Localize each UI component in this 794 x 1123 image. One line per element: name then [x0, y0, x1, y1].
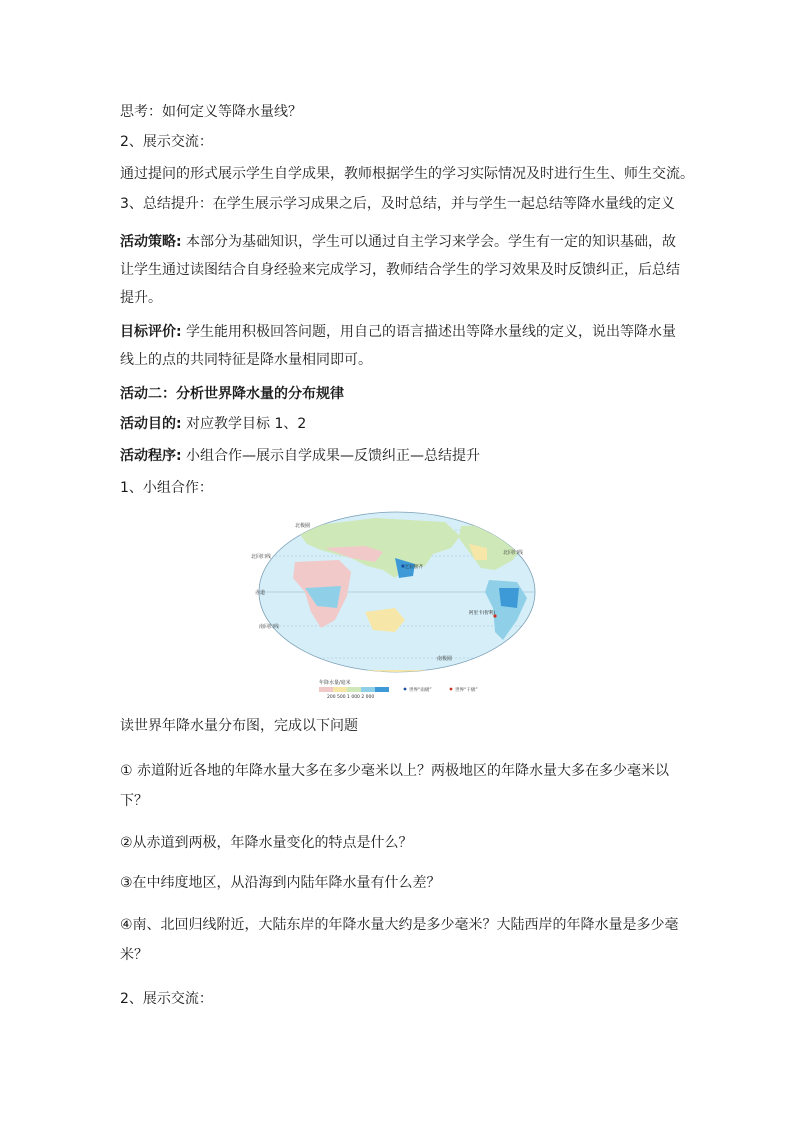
- legend-driest-marker: [450, 688, 453, 691]
- amazon-wet: [499, 588, 519, 608]
- antarctica: [265, 670, 529, 680]
- legend-swatch-5: [375, 687, 389, 692]
- read-map-instruction: 读世界年降水量分布图，完成以下问题: [120, 718, 358, 734]
- tropic-s-label: 南回归线: [259, 624, 280, 630]
- evaluation-label: 目标评价:: [120, 324, 182, 340]
- legend-title: 年降水量/毫米: [319, 680, 351, 686]
- equator-label: 赤道: [255, 590, 266, 596]
- evaluation-paragraph: 目标评价: 学生能用积极回答问题，用自己的语言描述出等降水量线的定义，说出等降水量 线上的点的共同特征是降水量相同即可。: [120, 324, 677, 368]
- tropic-n-label: 北回归线: [251, 554, 272, 560]
- purpose-line: 活动目的: 对应教学目标 1、2: [120, 416, 307, 432]
- activity-2-heading: 活动二：分析世界降水量的分布规律: [120, 386, 344, 402]
- question-1: ① 赤道附近各地的年降水量大多在多少毫米以上？两极地区的年降水量大多在多少毫米以 下？: [120, 763, 669, 809]
- question-4: ④南、北回归线附近，大陆东岸的年降水量大约是多少毫米？大陆西岸的年降水量是多少毫 米？: [120, 917, 679, 963]
- map-svg: [251, 508, 539, 700]
- legend-wettest-marker: [404, 688, 407, 691]
- procedure-line: 活动程序: 小组合作—展示自学成果—反馈纠正—总结提升: [120, 448, 481, 464]
- question-3: ③在中纬度地区，从沿海到内陆年降水量有什么差？: [120, 875, 441, 891]
- tropic-n-east-label: 北回归线: [503, 550, 524, 556]
- legend-ticks: 200 500 1 000 2 000: [327, 695, 375, 700]
- legend-swatch-1: [319, 687, 333, 692]
- step-2-heading: 2、展示交流：: [120, 134, 213, 150]
- driest-point-label: 阿里卡(智利): [469, 611, 496, 616]
- legend-driest-label: 世界“干极”: [455, 688, 478, 693]
- antarctic-label: 南极圈: [437, 656, 453, 662]
- wettest-point-label: 乞拉朋齐: [405, 565, 423, 570]
- strategy-label: 活动策略:: [120, 234, 182, 250]
- final-heading: 2、展示交流：: [120, 991, 213, 1007]
- legend-wettest-label: 世界“雨极”: [409, 688, 432, 693]
- legend-swatch-3: [347, 687, 361, 692]
- step-2-text: 通过提问的形式展示学生自学成果，教师根据学生的学习实际情况及时进行生生、师生交流。: [120, 166, 694, 182]
- think-question: 思考：如何定义等降水量线？: [120, 104, 302, 120]
- question-2: ②从赤道到两极，年降水量变化的特点是什么？: [120, 835, 413, 851]
- legend-swatch-2: [333, 687, 347, 692]
- arctic-label: 北极圈: [295, 523, 311, 529]
- step-3-text: 3、总结提升：在学生展示学习成果之后，及时总结，并与学生一起总结等降水量线的定义: [120, 196, 675, 212]
- group-work-heading: 1、小组合作：: [120, 480, 213, 496]
- strategy-paragraph: 活动策略: 本部分为基础知识，学生可以通过自主学习来学会。学生有一定的知识基础，故 让学生通过读图结合自身经验来完成学习，教师结合学生的学习效果及时反馈纠正，后总结 提升。: [120, 234, 680, 306]
- world-precipitation-map: [251, 508, 539, 700]
- legend-swatch-4: [361, 687, 375, 692]
